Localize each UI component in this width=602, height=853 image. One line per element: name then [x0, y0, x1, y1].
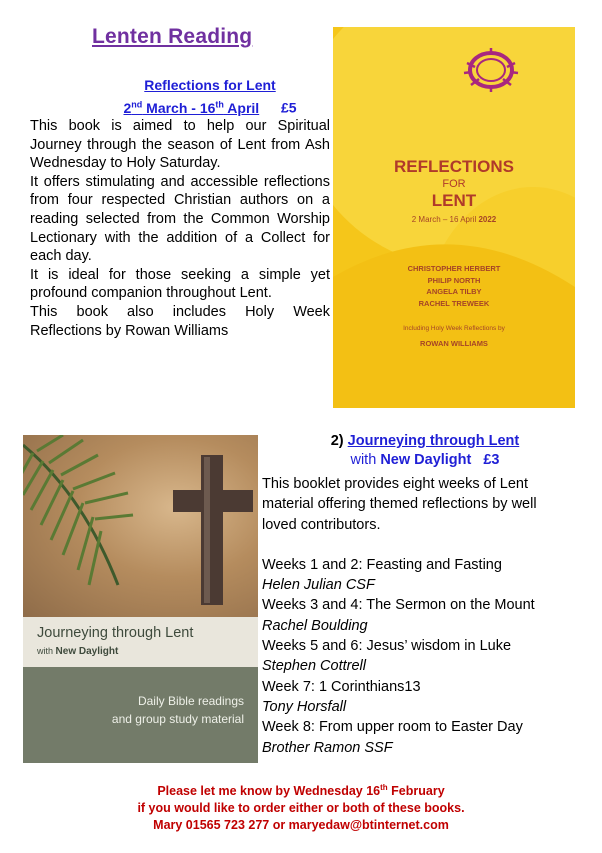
cover1-authors: [333, 263, 575, 309]
book1-description: [30, 117, 330, 340]
book1-start-day: 2: [123, 99, 132, 116]
cover2-with: with: [37, 646, 54, 656]
cover2-title: Journeying through Lent: [37, 625, 194, 641]
book2-publisher: New Daylight: [380, 452, 472, 468]
cross-and-palm-icon: [23, 435, 258, 617]
cover1-title-3: LENT: [431, 191, 477, 210]
week-label: Weeks 3 and 4: The Sermon on the Mount: [262, 597, 535, 614]
book2-cover-image: [23, 435, 258, 763]
order-deadline-sup: th: [380, 783, 388, 792]
book1-paragraph: It offers stimulating and accessible reflections from four respected Christian authors on a reading selected from the Common Worship Lectionary with the addition of a Collect for each day.: [30, 173, 330, 265]
order-notice: [0, 780, 602, 833]
book2-title: Journeying through Lent: [347, 433, 520, 449]
order-deadline-month: February: [387, 784, 445, 799]
book1-heading: [60, 76, 360, 118]
cover1-date-year: 2022: [478, 215, 497, 224]
order-notice-line2: if you would like to order either or both of these books.: [137, 800, 465, 815]
week-author: Rachel Boulding: [262, 617, 368, 634]
book1-paragraph: This book also includes Holy Week Reflections by Rowan Williams: [30, 303, 330, 339]
book2-description: [262, 474, 577, 758]
book2-publisher-line: [275, 451, 575, 470]
book2-heading: [275, 432, 575, 470]
crown-of-thorns-icon: [461, 45, 521, 95]
cover2-photo: [23, 435, 258, 617]
book2-intro: This booklet provides eight weeks of Lent material offering themed reflections by well loved contributors.: [262, 476, 537, 533]
cover2-description: [112, 692, 244, 728]
book2-number: 2): [330, 433, 344, 449]
book1-paragraph: This book is aimed to help our Spiritual Journey through the season of Lent from Ash Wednesday to Holy Saturday.: [30, 118, 330, 172]
contact-details: Mary 01565 723 277 or maryedaw@btinternet.com: [153, 817, 449, 832]
cover1-title-1: REFLECTIONS: [394, 157, 514, 176]
book1-title: Reflections for Lent: [144, 77, 276, 93]
week-label: Weeks 5 and 6: Jesus’ wisdom in Luke: [262, 638, 512, 655]
week-author: Helen Julian CSF: [262, 577, 375, 594]
week-label: Week 7: 1 Corinthians13: [262, 678, 421, 695]
week-label: Week 8: From upper room to Easter Day: [262, 719, 523, 736]
cover1-author: ANGELA TILBY: [426, 287, 482, 296]
book2-price: £3: [483, 452, 500, 468]
week-label: Weeks 1 and 2: Feasting and Fasting: [262, 556, 502, 573]
cover1-dates: [333, 215, 575, 224]
book1-start-sup: nd: [131, 99, 143, 109]
book1-price: £5: [280, 99, 297, 116]
cover1-title-2: FOR: [442, 178, 466, 190]
week-author: Tony Horsfall: [262, 698, 347, 715]
book1-paragraph: It is ideal for those seeking a simple yet profound companion throughout Lent.: [30, 266, 330, 302]
book2-title-line: [275, 432, 575, 451]
order-deadline: Please let me know by Wednesday 16: [157, 784, 381, 799]
week-author: Stephen Cottrell: [262, 658, 366, 675]
book2-with: with: [350, 452, 377, 468]
cover2-desc-line: and group study material: [111, 712, 244, 726]
book1-start-month: March - 16: [142, 99, 216, 116]
order-notice-line1: [0, 780, 602, 800]
page-title: Lenten Reading: [92, 25, 253, 48]
cover1-author: RACHEL TREWEEK: [418, 298, 490, 308]
cover2-subtitle: [37, 646, 118, 657]
book1-end-sup: th: [215, 99, 224, 109]
book1-dates: [123, 100, 259, 116]
cover1-author: CHRISTOPHER HERBERT: [407, 264, 501, 273]
book1-cover-image: [333, 27, 575, 408]
cover2-publisher: New Daylight: [55, 646, 119, 657]
cover1-author: PHILIP NORTH: [427, 275, 481, 285]
book1-end-month: April: [223, 99, 260, 116]
week-author: Brother Ramon SSF: [262, 739, 393, 756]
cover1-extra-author: ROWAN WILLIAMS: [420, 339, 488, 348]
book1-dates-line: [60, 95, 360, 118]
cover2-desc-line: Daily Bible readings: [137, 694, 244, 708]
cover1-extra: Including Holy Week Reflections by: [403, 325, 505, 332]
cover1-date-range: 2 March – 16 April: [411, 215, 479, 224]
